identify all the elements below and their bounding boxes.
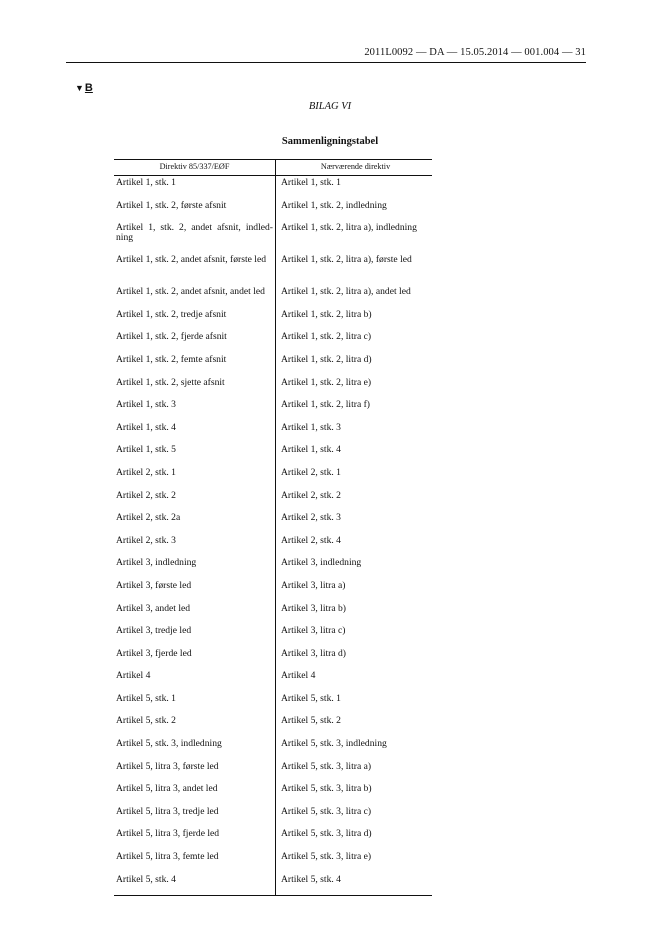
consolidation-marker: [75, 82, 93, 94]
cell-old-directive: Artikel 5, litra 3, første led: [114, 760, 276, 783]
table-row: [114, 176, 432, 199]
cell-old-directive: Artikel 5, stk. 1: [114, 692, 276, 715]
cell-new-directive: Artikel 5, stk. 4: [276, 873, 433, 896]
cell-new-directive: Artikel 1, stk. 2, litra a), indledning: [281, 222, 417, 234]
cell-old-directive: Artikel 5, litra 3, tredje led: [114, 805, 276, 828]
table-row: [114, 624, 432, 647]
table-row: [114, 376, 432, 399]
cell-new-directive: Artikel 3, litra c): [281, 625, 346, 637]
cell-old-directive: Artikel 5, stk. 3, indledning: [114, 737, 276, 760]
cell-old-directive: Artikel 1, stk. 2, tredje afsnit: [114, 308, 276, 331]
cell-old-directive: Artikel 4: [114, 669, 276, 692]
cell-new-directive: Artikel 1, stk. 1: [281, 177, 341, 188]
cell-old-directive: Artikel 5, litra 3, fjerde led: [114, 827, 276, 850]
cell-old-directive: Artikel 3, fjerde led: [114, 647, 276, 670]
table-row: [114, 199, 432, 222]
cell-old-directive: Artikel 3, andet led: [114, 602, 276, 625]
table-row: [114, 737, 432, 760]
cell-new-directive: Artikel 1, stk. 2, indledning: [281, 199, 387, 211]
cell-old-directive: Artikel 5, stk. 4: [114, 873, 276, 896]
cell-new-directive: Artikel 3, indledning: [281, 557, 362, 569]
cell-old-directive: Artikel 1, stk. 2, sjette afsnit: [114, 376, 276, 399]
table-row: [114, 692, 432, 715]
table-row: [114, 443, 432, 466]
table-row: [114, 602, 432, 625]
cell-old-directive: Artikel 2, stk. 2: [114, 489, 276, 512]
cell-new-directive: Artikel 1, stk. 2, litra e): [281, 376, 372, 388]
cell-old-directive: Artikel 5, litra 3, femte led: [114, 850, 276, 873]
column-header-new-directive: Nærværende direktiv: [276, 160, 433, 176]
cell-new-directive: Artikel 1, stk. 2, litra b): [281, 308, 372, 320]
cell-new-directive: Artikel 2, stk. 1: [281, 466, 341, 478]
table-row: [114, 330, 432, 353]
table-row: [114, 398, 432, 421]
table-row: [114, 511, 432, 534]
cell-new-directive: Artikel 1, stk. 2, litra d): [281, 353, 372, 365]
cell-new-directive: Artikel 5, stk. 3, litra e): [281, 851, 372, 863]
cell-old-directive: Artikel 1, stk. 2, femte afsnit: [114, 353, 276, 376]
cell-new-directive: Artikel 1, stk. 2, litra a), andet led: [281, 286, 411, 298]
marker-letter: B: [84, 82, 93, 94]
cell-old-directive: Artikel 3, indledning: [114, 556, 276, 579]
cell-new-directive: Artikel 5, stk. 3, litra c): [281, 805, 372, 817]
table-row: [114, 647, 432, 670]
table-row: [114, 760, 432, 783]
cell-old-directive: Artikel 1, stk. 2, andet afsnit, andet led: [114, 285, 276, 308]
cell-new-directive: Artikel 4: [281, 670, 316, 682]
cell-old-directive: Artikel 1, stk. 2, fjerde afsnit: [114, 330, 276, 353]
cell-new-directive: Artikel 5, stk. 1: [281, 692, 341, 704]
cell-new-directive: Artikel 3, litra a): [281, 579, 346, 591]
cell-old-directive: Artikel 1, stk. 2, første afsnit: [114, 199, 276, 222]
table-row: [114, 827, 432, 850]
cell-new-directive: Artikel 3, litra d): [281, 647, 347, 659]
table-row: [114, 850, 432, 873]
cell-old-directive: Artikel 1, stk. 2, andet afsnit, første led: [114, 253, 276, 285]
table-row: [114, 873, 432, 896]
table-row: [114, 782, 432, 805]
cell-new-directive: Artikel 2, stk. 4: [281, 534, 341, 546]
cell-new-directive: Artikel 2, stk. 3: [281, 512, 341, 524]
table-row: [114, 253, 432, 285]
table-row: [114, 221, 432, 253]
cell-new-directive: Artikel 2, stk. 2: [281, 489, 341, 501]
table-row: [114, 489, 432, 512]
cell-new-directive: Artikel 5, stk. 3, litra a): [281, 760, 372, 772]
cell-old-directive: Artikel 1, stk. 1: [114, 176, 276, 199]
table-row: [114, 579, 432, 602]
table-row: [114, 669, 432, 692]
cell-old-directive: Artikel 5, stk. 2: [114, 714, 276, 737]
table-row: [114, 285, 432, 308]
cell-old-directive: Artikel 3, tredje led: [114, 624, 276, 647]
cell-old-directive: Artikel 1, stk. 5: [114, 443, 276, 466]
table-row: [114, 556, 432, 579]
cell-old-directive: Artikel 1, stk. 3: [114, 398, 276, 421]
triangle-down-icon: ▼: [75, 83, 84, 93]
annex-title: BILAG VI: [308, 101, 352, 112]
cell-new-directive: Artikel 5, stk. 3, litra d): [281, 828, 372, 840]
cell-old-directive: Artikel 2, stk. 2a: [114, 511, 276, 534]
table-header-row: [114, 160, 432, 176]
cell-new-directive: Artikel 1, stk. 2, litra c): [281, 331, 372, 343]
table-title: Sammenligningstabel: [281, 136, 379, 147]
cell-new-directive: Artikel 1, stk. 2, litra a), første led: [281, 254, 412, 266]
table-row: [114, 805, 432, 828]
cell-old-directive: Artikel 2, stk. 3: [114, 534, 276, 557]
cell-old-directive: Artikel 1, stk. 4: [114, 421, 276, 444]
correlation-table: [114, 159, 432, 896]
cell-old-directive: Artikel 1, stk. 2, andet afsnit, indled-ning: [114, 221, 276, 253]
table-row: [114, 421, 432, 444]
cell-old-directive: Artikel 2, stk. 1: [114, 466, 276, 489]
cell-new-directive: Artikel 3, litra b): [281, 602, 347, 614]
cell-new-directive: Artikel 1, stk. 4: [281, 444, 341, 456]
table-row: [114, 714, 432, 737]
table-row: [114, 308, 432, 331]
cell-old-directive: Artikel 5, litra 3, andet led: [114, 782, 276, 805]
table-row: [114, 353, 432, 376]
cell-new-directive: Artikel 5, stk. 3, indledning: [281, 738, 387, 750]
page-header-reference: 2011L0092 — DA — 15.05.2014 — 001.004 — 31: [66, 47, 586, 63]
cell-new-directive: Artikel 5, stk. 3, litra b): [281, 783, 372, 795]
cell-new-directive: Artikel 1, stk. 2, litra f): [281, 399, 370, 411]
column-header-old-directive: Direktiv 85/337/EØF: [114, 160, 276, 176]
cell-old-directive: Artikel 3, første led: [114, 579, 276, 602]
cell-new-directive: Artikel 5, stk. 2: [281, 715, 341, 727]
table-row: [114, 534, 432, 557]
cell-new-directive: Artikel 1, stk. 3: [281, 421, 341, 433]
table-row: [114, 466, 432, 489]
table-body: [114, 176, 432, 896]
